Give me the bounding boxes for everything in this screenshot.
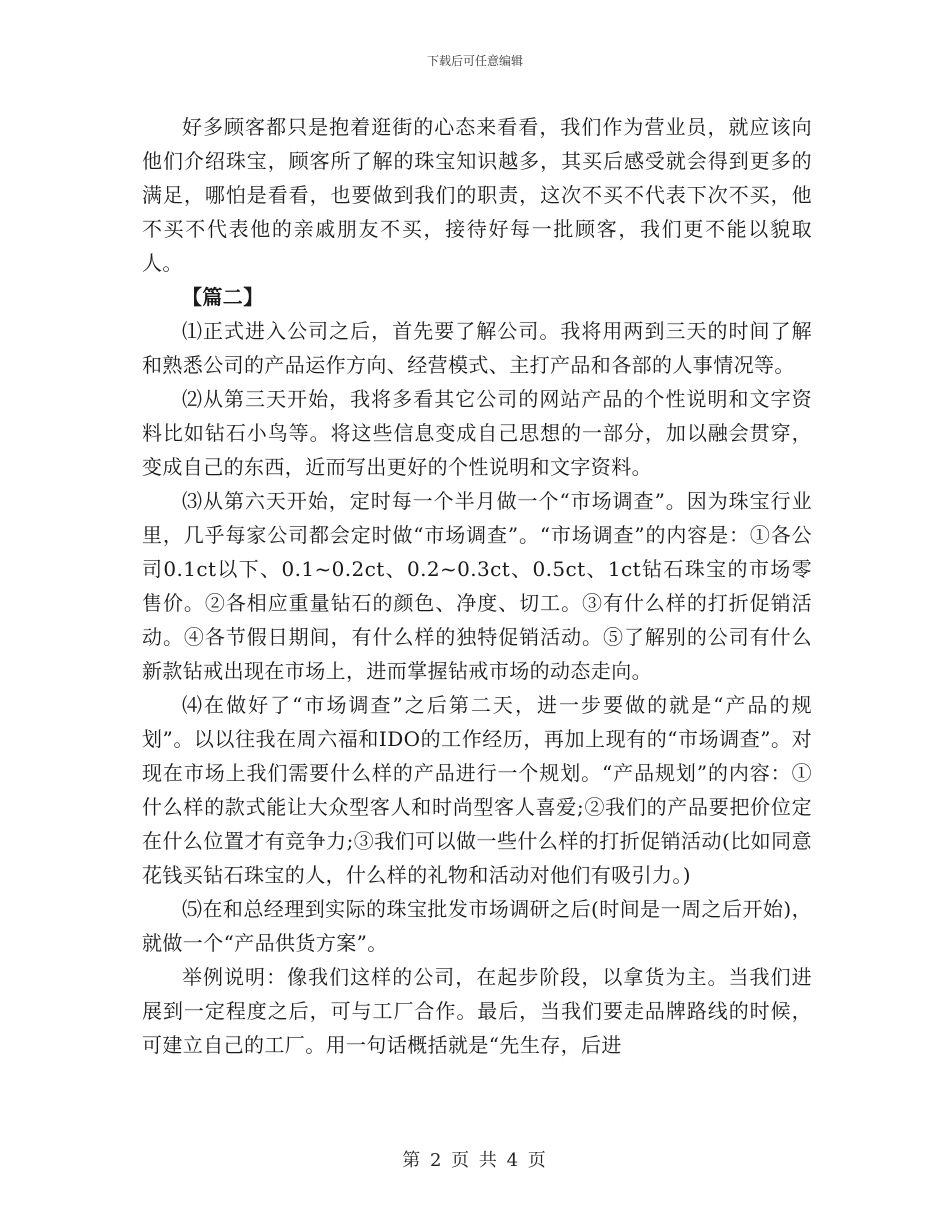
paragraph-item-1: ⑴正式进入公司之后，首先要了解公司。我将用两到三天的时间了解和熟悉公司的产品运作方向、经营模式、主打产品和各部的人事情况等。: [142, 319, 812, 377]
section-heading: 【篇二】: [182, 285, 264, 309]
paragraph-intro: 好多顾客都只是抱着逛街的心态来看看，我们作为营业员，就应该向他们介绍珠宝，顾客所了解的珠宝知识越多，其买后感受就会得到更多的满足，哪怕是看看，也要做到我们的职责，这次不买不代表下次不买，他不买不代表他的亲戚朋友不买，接待好每一批顾客，我们更不能以貌取人。: [142, 115, 812, 275]
page-header: 下载后可任意编辑: [426, 54, 523, 68]
paragraph-item-5: ⑸在和总经理到实际的珠宝批发市场调研之后(时间是一周之后开始)，就做一个“产品供货方案”。: [142, 897, 812, 955]
paragraph-item-3: ⑶从第六天开始，定时每一个半月做一个“市场调查”。因为珠宝行业里，几乎每家公司都会定时做“市场调查”。“市场调查”的内容是：①各公司0.1ct以下、0.1~0.2ct、0.2~0.3ct、0.5ct、1ct钻石珠宝的市场零售价。②各相应重量钻石的颜色、净度、切工。③有什么样的打折促销活动。④各节假日期间，有什么样的独特促销活动。⑤了解别的公司有什么新款钻戒出现在市场上，进而掌握钻戒市场的动态走向。: [142, 489, 812, 683]
paragraph-example: 举例说明：像我们这样的公司，在起步阶段，以拿货为主。当我们进展到一定程度之后，可与工厂合作。最后，当我们要走品牌路线的时候，可建立自己的工厂。用一句话概括就是“先生存，后进: [142, 965, 812, 1057]
paragraph-item-4: ⑷在做好了“市场调查”之后第二天，进一步要做的就是“产品的规划”。以以往我在周六福和IDO的工作经历，再加上现有的“市场调查”。对现在市场上我们需要什么样的产品进行一个规划。“产品规划”的内容：①什么样的款式能让大众型客人和时尚型客人喜爱;②我们的产品要把价位定在什么位置才有竞争力;③我们可以做一些什么样的打折促销活动(比如同意花钱买钻石珠宝的人，什么样的礼物和活动对他们有吸引力。): [142, 693, 812, 887]
document-body: [142, 110, 812, 1062]
page-footer: 第 2 页 共 4 页: [402, 1150, 548, 1171]
paragraph-item-2: ⑵从第三天开始，我将多看其它公司的网站产品的个性说明和文字资料比如钻石小鸟等。将这些信息变成自己思想的一部分，加以融会贯穿，变成自己的东西，近而写出更好的个性说明和文字资料。: [142, 387, 812, 479]
